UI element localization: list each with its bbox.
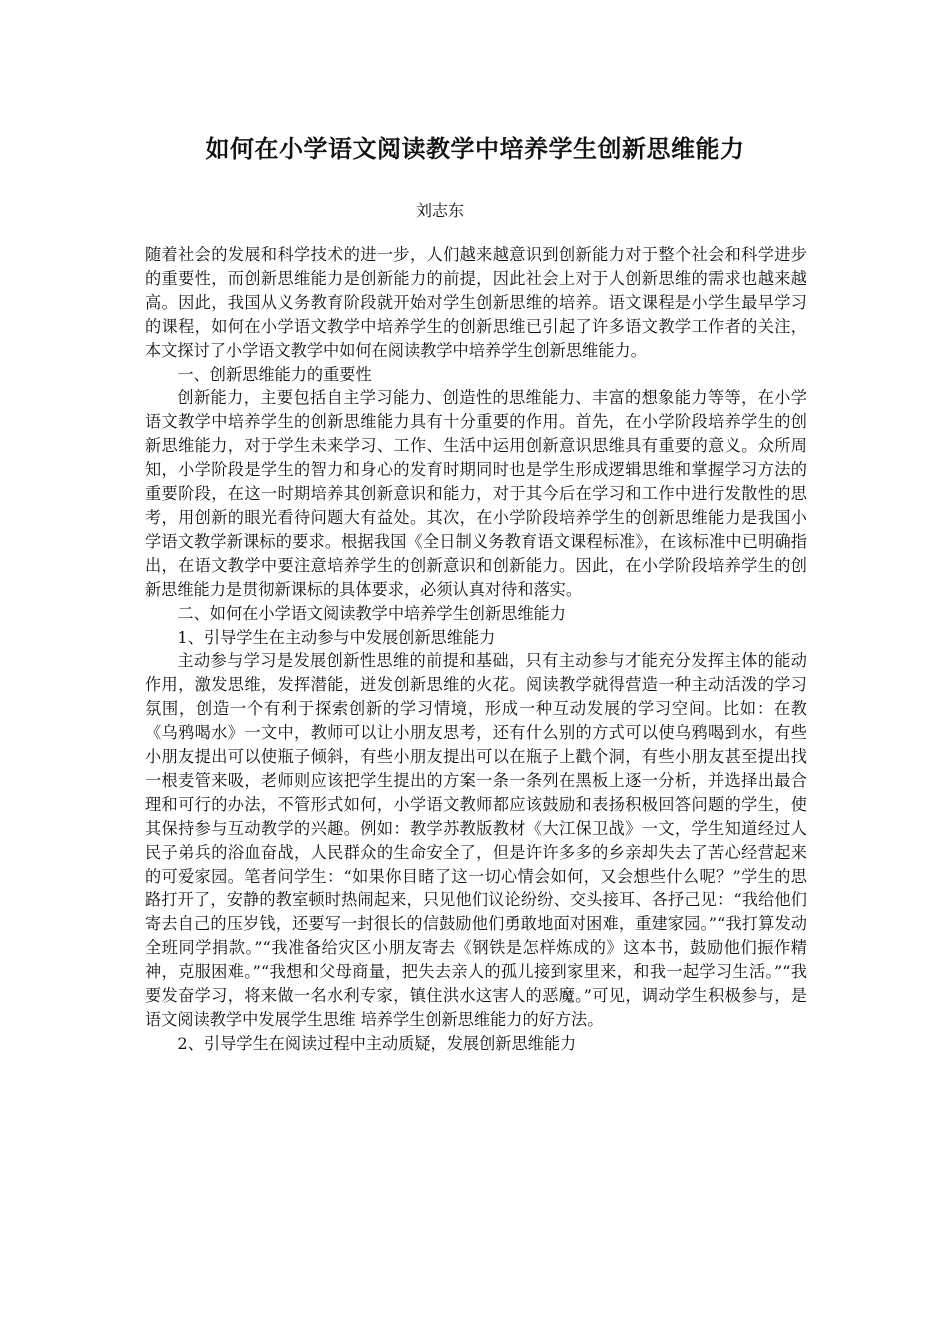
subsection-heading-1: 1、引导学生在主动参与中发展创新思维能力: [177, 627, 496, 647]
subsection-heading-2: 2、引导学生在阅读过程中主动质疑，发展创新思维能力: [177, 1033, 577, 1053]
body-paragraph: 创新能力，主要包括自主学习能力、创造性的思维能力、丰富的想象能力等等，在小学语文教学中培养学生的创新思维能力具有十分重要的作用。首先，在小学阶段培养学生的创新思维能力，对于学生未来学习、工作、生活中运用创新意识思维具有重要的意义。众所周知，小学阶段是学生的智力和身心的发育时期同时也是学生形成逻辑思维和掌握学习方法的重要阶段，在这一时期培养其创新意识和能力，对于其今后在学习和工作中进行发散性的思考，用创新的眼光看待问题大有益处。其次，在小学阶段培养学生的创新思维能力是我国小学语文教学新课标的要求。根据我国《全日制义务教育语文课程标准》，在该标准中已明确指出，在语文教学中要注意培养学生的创新意识和创新能力。因此，在小学阶段培养学生的创新思维能力是贯彻新课标的具体要求，必须认真对待和落实。: [145, 388, 807, 599]
document-body: [145, 243, 807, 1056]
section-heading-1: 一、创新思维能力的重要性: [177, 364, 372, 384]
body-paragraph: 主动参与学习是发展创新性思维的前提和基础，只有主动参与才能充分发挥主体的能动作用，激发思维，发挥潜能，迸发创新思维的火花。阅读教学就得营造一种主动活泼的学习氛围，创造一个有利于探索创新的学习情境，形成一种互动发展的学习空间。比如：在教《乌鸦喝水》一文中，教师可以让小朋友思考，还有什么别的方式可以使乌鸦喝到水，有些小朋友提出可以使瓶子倾斜，有些小朋友提出可以在瓶子上戳个洞，有些小朋友甚至提出找一根麦管来吸，老师则应该把学生提出的方案一条一条列在黑板上逐一分析，并选择出最合理和可行的办法，不管形式如何，小学语文教师都应该鼓励和表扬积极回答问题的学生，使其保持参与互动教学的兴趣。例如：教学苏教版教材《大江保卫战》一文，学生知道经过人民子弟兵的浴血奋战，人民群众的生命安全了，但是许许多多的乡亲却失去了苦心经营起来的可爱家园。笔者问学生：“如果你目睹了这一切心情会如何，又会想些什么呢？”学生的思路打开了，安静的教室顿时热闹起来，只见他们议论纷纷、交头接耳、各抒己见：“我给他们寄去自己的压岁钱，还要写一封很长的信鼓励他们勇敢地面对困难，重建家园。”“我打算发动全班同学捐款。”“我准备给灾区小朋友寄去《钢铁是怎样炼成的》这本书，鼓励他们振作精神，克服困难。”“我想和父母商量，把失去亲人的孤儿接到家里来，和我一起学习生活。”“我要发奋学习，将来做一名水利专家，镇住洪水这害人的恶魔。”可见，调动学生积极参与，是语文阅读教学中发展学生思维 培养学生创新思维能力的好方法。: [145, 651, 807, 1029]
document-author: 刘志东: [415, 201, 464, 220]
document-title: 如何在小学语文阅读教学中培养学生创新思维能力: [205, 135, 745, 163]
section-heading-2: 二、如何在小学语文阅读教学中培养学生创新思维能力: [177, 603, 566, 623]
intro-paragraph: 随着社会的发展和科学技术的进一步，人们越来越意识到创新能力对于整个社会和科学进步的重要性，而创新思维能力是创新能力的前提，因此社会上对于人创新思维的需求也越来越高。因此，我国从义务教育阶段就开始对学生创新思维的培养。语文课程是小学生最早学习的课程，如何在小学语文教学中培养学生的创新思维已引起了许多语文教学工作者的关注，本文探讨了小学语文教学中如何在阅读教学中培养学生创新思维能力。: [145, 245, 807, 360]
